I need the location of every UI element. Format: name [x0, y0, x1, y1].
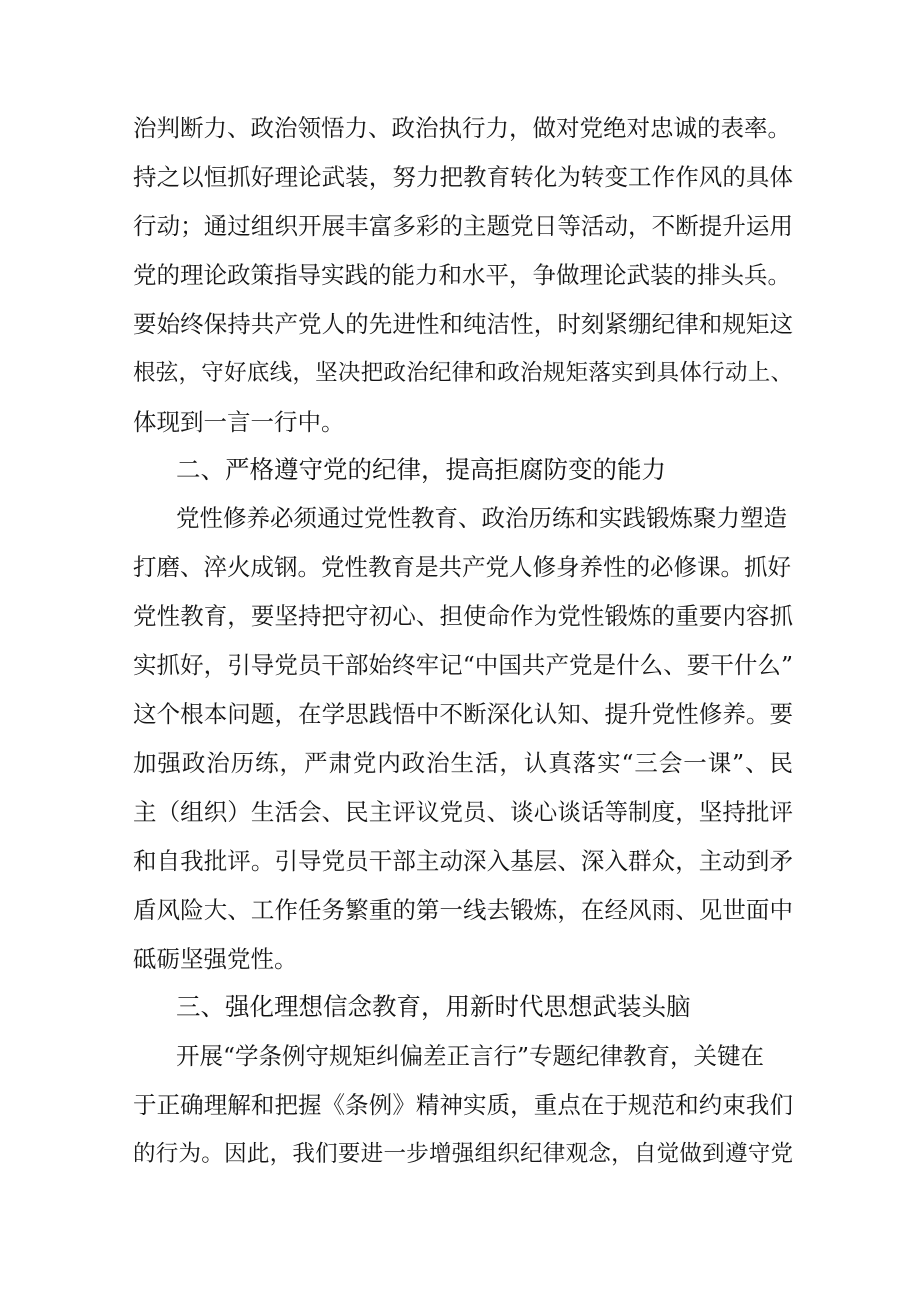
paragraph-line: 盾风险大、工作任务繁重的第一线去锻炼，在经风雨、见世面中 [133, 896, 793, 924]
paragraph-line: 要始终保持共产党人的先进性和纯洁性，时刻紧绷纪律和规矩这 [133, 310, 793, 338]
paragraph-line: 于正确理解和把握《条例》精神实质，重点在于规范和约束我们 [133, 1091, 793, 1119]
paragraph-line: 治判断力、政治领悟力、政治执行力，做对党绝对忠诚的表率。 [133, 114, 791, 142]
paragraph-line: 持之以恒抓好理论武装，努力把教育转化为转变工作作风的具体 [133, 163, 793, 191]
paragraph-line: 党的理论政策指导实践的能力和水平，争做理论武装的排头兵。 [133, 261, 791, 289]
paragraph-line: 砥砺坚强党性。 [133, 945, 298, 973]
paragraph-line: 主（组织）生活会、民主评议党员、谈心谈话等制度，坚持批评 [133, 798, 793, 826]
paragraph-line: 加强政治历练，严肃党内政治生活，认真落实“三会一课”、民 [133, 749, 793, 777]
paragraph-line: 体现到一言一行中。 [133, 408, 345, 436]
paragraph-line: 和自我批评。引导党员干部主动深入基层、深入群众，主动到矛 [133, 847, 793, 875]
paragraph-line: 这个根本问题，在学思践悟中不断深化认知、提升党性修养。要 [133, 700, 793, 728]
paragraph-line: 行动；通过组织开展丰富多彩的主题党日等活动，不断提升运用 [133, 212, 793, 240]
paragraph-line: 打磨、淬火成钢。党性教育是共产党人修身养性的必修课。抓好 [133, 553, 791, 581]
paragraph-line: 实抓好，引导党员干部始终牢记“中国共产党是什么、要干什么” [133, 651, 793, 679]
paragraph-line: 的行为。因此，我们要进一步增强组织纪律观念，自觉做到遵守党 [133, 1141, 793, 1167]
paragraph-line: 党性教育，要坚持把守初心、担使命作为党性锻炼的重要内容抓 [133, 602, 793, 630]
paragraph-line: 根弦，守好底线，坚决把政治纪律和政治规矩落实到具体行动上、 [133, 360, 793, 386]
section-heading: 二、严格遵守党的纪律，提高拒腐防变的能力 [176, 455, 666, 484]
paragraph-line: 党性修养必须通过党性教育、政治历练和实践锻炼聚力塑造 [176, 504, 787, 532]
paragraph-line: 开展“学条例守规矩纠偏差正言行”专题纪律教育，关键在 [176, 1042, 765, 1070]
section-heading: 三、强化理想信念教育，用新时代思想武装头脑 [176, 992, 691, 1021]
